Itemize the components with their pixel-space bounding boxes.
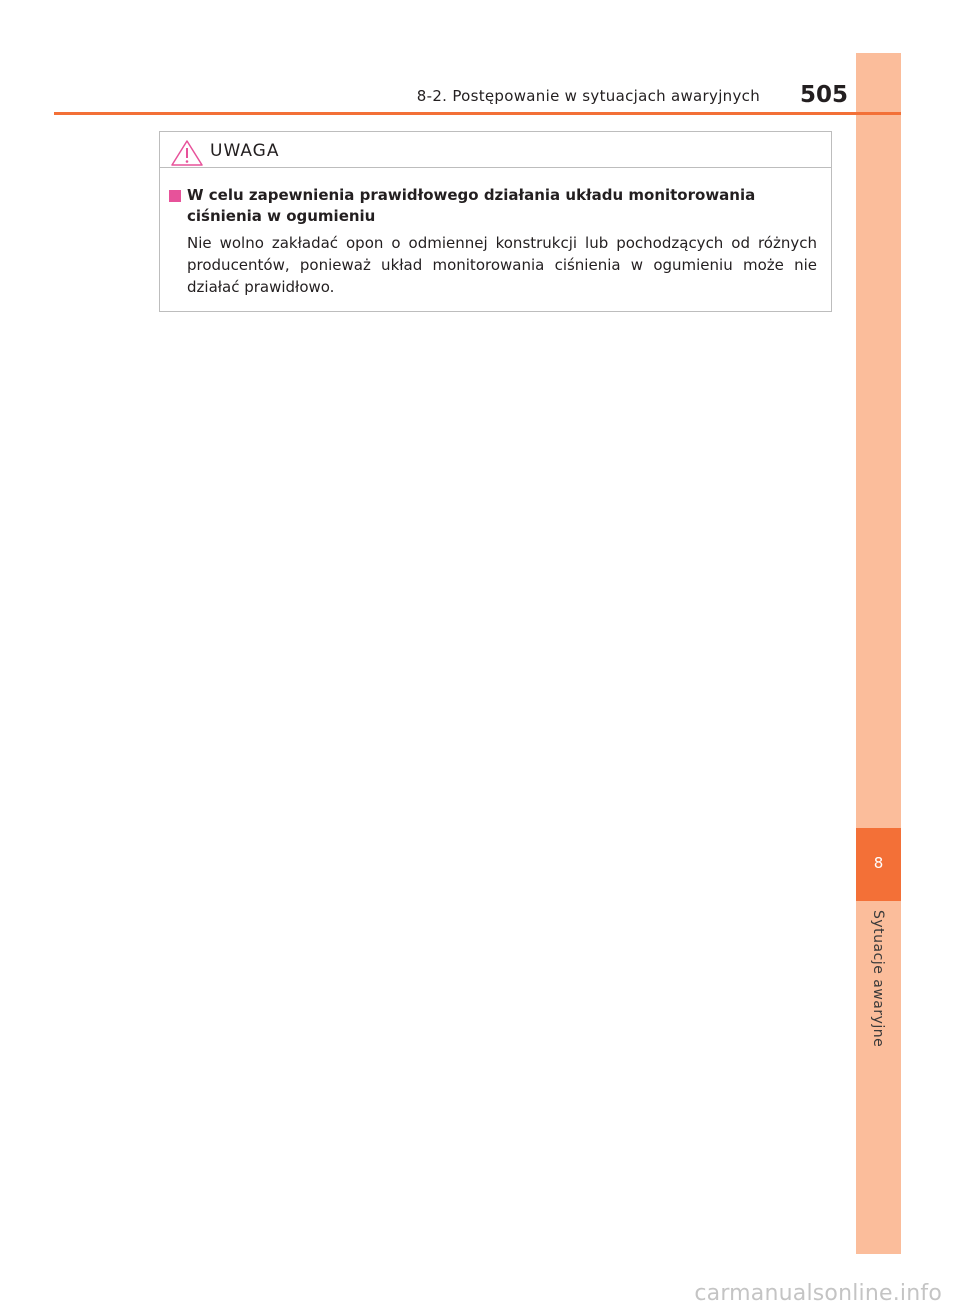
chapter-number: 8 — [873, 854, 884, 872]
section-title: 8-2. Postępowanie w sytuacjach awaryjnych — [416, 87, 760, 105]
warning-triangle-icon — [171, 140, 203, 166]
side-tab — [856, 53, 901, 1254]
bullet-square-icon — [169, 190, 181, 202]
warning-title: UWAGA — [210, 141, 280, 161]
warning-header — [160, 132, 831, 168]
warning-text: Nie wolno zakładać opon o odmiennej konstrukcji lub pochodzących od różnych producentów, ponieważ układ monitorowania ciśnienia w ogumieniu może nie działać prawidłowo. — [187, 234, 817, 296]
warning-box — [159, 131, 832, 312]
chapter-label: Sytuacje awaryjne — [870, 910, 886, 1048]
warning-heading: W celu zapewnienia prawidłowego działania układu monitorowania ciśnienia w ogumieniu — [187, 186, 756, 225]
page-number: 505 — [800, 82, 849, 108]
header-divider — [54, 112, 901, 115]
watermark: carmanualsonline.info — [694, 1281, 942, 1306]
